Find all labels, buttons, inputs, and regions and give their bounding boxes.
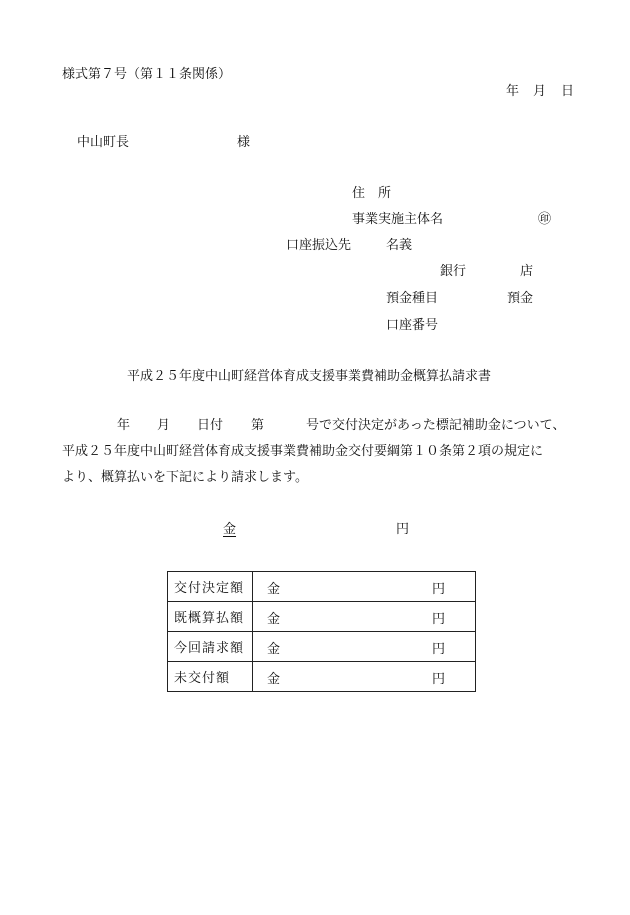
- yen-prefix: 金: [267, 612, 281, 627]
- entity-name-label: 事業実施主体名: [352, 212, 444, 227]
- row-label: 未交付額: [168, 662, 253, 692]
- table-row: [168, 602, 476, 632]
- form-number: 様式第７号（第１１条関係）: [62, 67, 232, 82]
- yen-prefix: 金: [267, 582, 281, 597]
- amount-unit: 円: [395, 522, 409, 537]
- body-number-prefix: 第: [251, 418, 265, 433]
- address-label: 住 所: [352, 186, 392, 201]
- amounts-table: [167, 571, 476, 692]
- deposit-suffix: 預金: [507, 291, 534, 306]
- branch-label: 店: [520, 264, 534, 279]
- amount-prefix: 金: [223, 522, 237, 537]
- table-row: [168, 632, 476, 662]
- yen-unit: 円: [431, 672, 445, 687]
- table-row: [168, 662, 476, 692]
- row-value: [253, 662, 476, 692]
- body-line1-text: 号で交付決定があった標記補助金について、: [306, 418, 566, 433]
- body-line3: より、概算払いを下記により請求します。: [62, 470, 308, 485]
- addressee-name: 中山町長: [77, 135, 130, 150]
- document-title: 平成２５年度中山町経営体育成支援事業費補助金概算払請求書: [127, 369, 492, 384]
- row-value: [253, 572, 476, 602]
- addressee-honorific: 様: [237, 135, 251, 150]
- bank-label: 銀行: [440, 264, 467, 279]
- date-year-label: 年: [506, 84, 520, 99]
- table-row: [168, 572, 476, 602]
- body-month-label: 月: [157, 418, 171, 433]
- row-value: [253, 602, 476, 632]
- date-month-label: 月: [533, 84, 547, 99]
- row-label: 交付決定額: [168, 572, 253, 602]
- row-value: [253, 632, 476, 662]
- date-day-label: 日: [561, 84, 575, 99]
- yen-prefix: 金: [267, 642, 281, 657]
- yen-unit: 円: [431, 642, 445, 657]
- yen-unit: 円: [431, 582, 445, 597]
- yen-unit: 円: [431, 612, 445, 627]
- seal-mark: ㊞: [538, 212, 552, 227]
- row-label: 既概算払額: [168, 602, 253, 632]
- account-name-label: 名義: [386, 238, 413, 253]
- account-number-label: 口座番号: [386, 318, 439, 333]
- yen-prefix: 金: [267, 672, 281, 687]
- body-year-label: 年: [117, 418, 131, 433]
- body-line2: 平成２５年度中山町経営体育成支援事業費補助金交付要綱第１０条第２項の規定に: [62, 444, 544, 459]
- deposit-type-label: 預金種目: [386, 291, 439, 306]
- bank-transfer-label: 口座振込先: [286, 238, 352, 253]
- body-day-label: 日付: [197, 418, 224, 433]
- row-label: 今回請求額: [168, 632, 253, 662]
- amount-line: [223, 522, 409, 538]
